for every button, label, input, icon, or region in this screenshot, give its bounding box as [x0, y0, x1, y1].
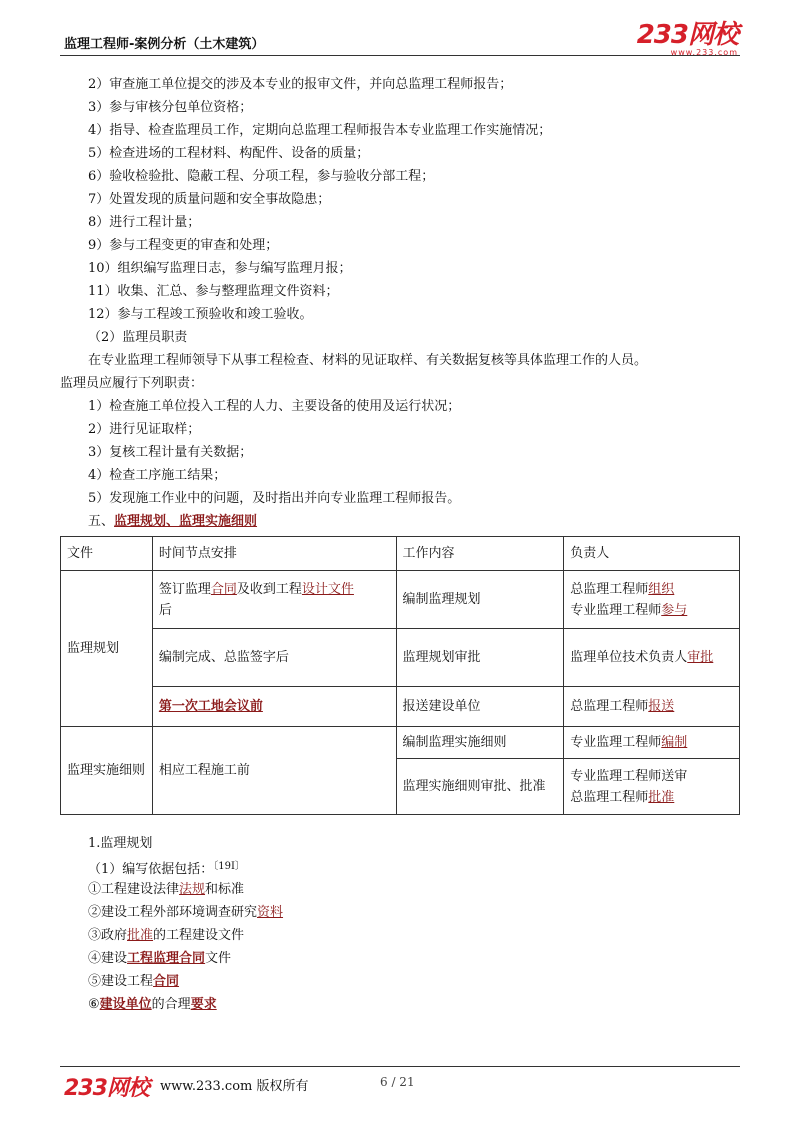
list-item — [60, 970, 740, 993]
exam-tag: 〔19Ⅰ〕 — [213, 861, 245, 872]
header-cell: 负责人 — [564, 537, 740, 571]
work-cell: 编制监理规划 — [396, 571, 564, 629]
item-text: ③政府 — [88, 928, 128, 943]
cell-text: 监理单位技术负责人 — [570, 650, 688, 665]
keyword: 建设单位 — [99, 997, 152, 1012]
item-text: 和标准 — [205, 882, 245, 897]
table-header-row — [61, 537, 740, 571]
subsection-heading: （2）监理员职责 — [88, 330, 188, 345]
paragraph-continued: 监理员应履行下列职责： — [60, 376, 204, 391]
duty-item: 10）组织编写监理日志，参与编写监理月报； — [88, 261, 352, 276]
keyword: 批准 — [127, 928, 154, 943]
brand-logo[interactable] — [637, 22, 738, 57]
keyword: 组织 — [648, 581, 675, 597]
item-text: ⑤建设工程 — [88, 974, 154, 989]
duty-item: 2）审查施工单位提交的涉及本专业的报审文件，并向总监理工程师报告； — [88, 77, 513, 92]
supervision-plan-table — [60, 536, 740, 815]
list-item — [60, 993, 740, 1016]
plan-basis-section — [60, 832, 740, 1016]
time-cell — [152, 687, 396, 727]
duty-item: 12）参与工程竣工预验收和竣工验收。 — [88, 307, 313, 322]
item-text: 文件 — [205, 951, 232, 966]
body-text — [60, 73, 740, 533]
cell-text: 及收到工程 — [236, 581, 302, 597]
page-number: 6 / 21 — [380, 1075, 415, 1089]
work-cell: 监理实施细则审批、批准 — [396, 759, 564, 815]
responsible-cell — [564, 629, 740, 687]
duty-item: 3）参与审核分包单位资格； — [88, 100, 253, 115]
cell-text: 专业监理工程师 — [570, 602, 662, 618]
item-text: ①工程建设法律 — [88, 882, 180, 897]
section-heading — [60, 510, 740, 533]
duty-item: 11）收集、汇总、参与整理监理文件资料； — [88, 284, 339, 299]
item-text: 的合理 — [151, 997, 191, 1012]
duty-item: 2）进行见证取样； — [88, 422, 201, 437]
keyword: 参与 — [661, 602, 688, 618]
table-row — [61, 629, 740, 687]
doc-cell-plan: 监理规划 — [61, 571, 153, 727]
cell-text: 总监理工程师 — [570, 699, 649, 714]
cell-text: 签订监理 — [158, 581, 211, 597]
logo-wordmark: 233网校 — [636, 20, 738, 50]
responsible-cell — [564, 687, 740, 727]
work-cell: 监理规划审批 — [396, 629, 564, 687]
duty-item: 4）检查工序施工结果； — [88, 468, 227, 483]
item-text: ②建设工程外部环境调查研究 — [88, 905, 258, 920]
time-cell: 相应工程施工前 — [152, 727, 396, 815]
table-row — [61, 687, 740, 727]
keyword: 报送 — [648, 699, 675, 714]
subsection-heading: 1.监理规划 — [88, 836, 153, 851]
footer-logo[interactable]: 233网校 — [64, 1076, 149, 1101]
footer-copyright: www.233.com 版权所有 — [160, 1079, 309, 1094]
duty-item: 8）进行工程计量； — [88, 215, 201, 230]
header-divider — [60, 55, 740, 56]
time-cell: 编制完成、总监签字后 — [152, 629, 396, 687]
keyword: 法规 — [179, 882, 206, 897]
header-cell: 工作内容 — [396, 537, 564, 571]
paragraph: 在专业监理工程师领导下从事工程检查、材料的见证取样、有关数据复核等具体监理工作的人员。 — [88, 353, 648, 368]
header-cell: 时间节点安排 — [152, 537, 396, 571]
cell-text: 专业监理工程师 — [570, 735, 662, 750]
basis-label — [60, 855, 740, 878]
keyword: 合同 — [153, 974, 180, 989]
list-item — [60, 924, 740, 947]
responsible-cell — [564, 571, 740, 629]
keyword: 编制 — [661, 735, 688, 750]
work-cell: 报送建设单位 — [396, 687, 564, 727]
time-cell — [152, 571, 396, 629]
duty-item: 5）检查进场的工程材料、构配件、设备的质量； — [88, 146, 370, 161]
keyword: 设计文件 — [301, 581, 354, 597]
responsible-cell — [564, 727, 740, 759]
logo-url: www.233.com — [670, 48, 738, 57]
keyword: 要求 — [190, 997, 217, 1012]
responsible-cell — [564, 759, 740, 815]
table-row — [61, 571, 740, 629]
footer-divider — [60, 1066, 740, 1067]
document-header-title: 监理工程师-案例分析（土木建筑） — [64, 37, 265, 52]
keyword: 第一次工地会议前 — [158, 699, 263, 714]
item-text: ⑥ — [88, 997, 100, 1012]
cell-text: 专业监理工程师送审 — [570, 768, 688, 784]
work-cell: 编制监理实施细则 — [396, 727, 564, 759]
duty-item: 4）指导、检查监理员工作，定期向总监理工程师报告本专业监理工作实施情况； — [88, 123, 552, 138]
item-text: 的工程建设文件 — [153, 928, 245, 943]
duty-item: 5）发现施工作业中的问题，及时指出并向专业监理工程师报告。 — [88, 491, 461, 506]
keyword: 资料 — [257, 905, 284, 920]
cell-text: 总监理工程师 — [570, 581, 649, 597]
item-text: ④建设 — [88, 951, 128, 966]
duty-item: 3）复核工程计量有关数据； — [88, 445, 253, 460]
cell-text: 总监理工程师 — [570, 789, 649, 805]
cell-text: 后 — [158, 602, 172, 618]
duty-item: 6）验收检验批、隐蔽工程、分项工程，参与验收分部工程； — [88, 169, 435, 184]
keyword: 批准 — [648, 789, 675, 805]
list-item — [60, 901, 740, 924]
duty-item: 7）处置发现的质量问题和安全事故隐患； — [88, 192, 331, 207]
list-item — [60, 947, 740, 970]
doc-cell-detail: 监理实施细则 — [61, 727, 153, 815]
section-title: 监理规划、监理实施细则 — [114, 514, 258, 529]
keyword: 审批 — [687, 650, 714, 665]
list-item — [60, 878, 740, 901]
table-row — [61, 727, 740, 759]
section-number: 五、 — [88, 514, 115, 529]
keyword: 工程监理合同 — [127, 951, 206, 966]
duty-item: 9）参与工程变更的审查和处理； — [88, 238, 279, 253]
header-cell: 文件 — [61, 537, 153, 571]
keyword: 合同 — [210, 581, 237, 597]
basis-label-text: （1）编写依据包括： — [88, 862, 214, 877]
duty-item: 1）检查施工单位投入工程的人力、主要设备的使用及运行状况； — [88, 399, 461, 414]
